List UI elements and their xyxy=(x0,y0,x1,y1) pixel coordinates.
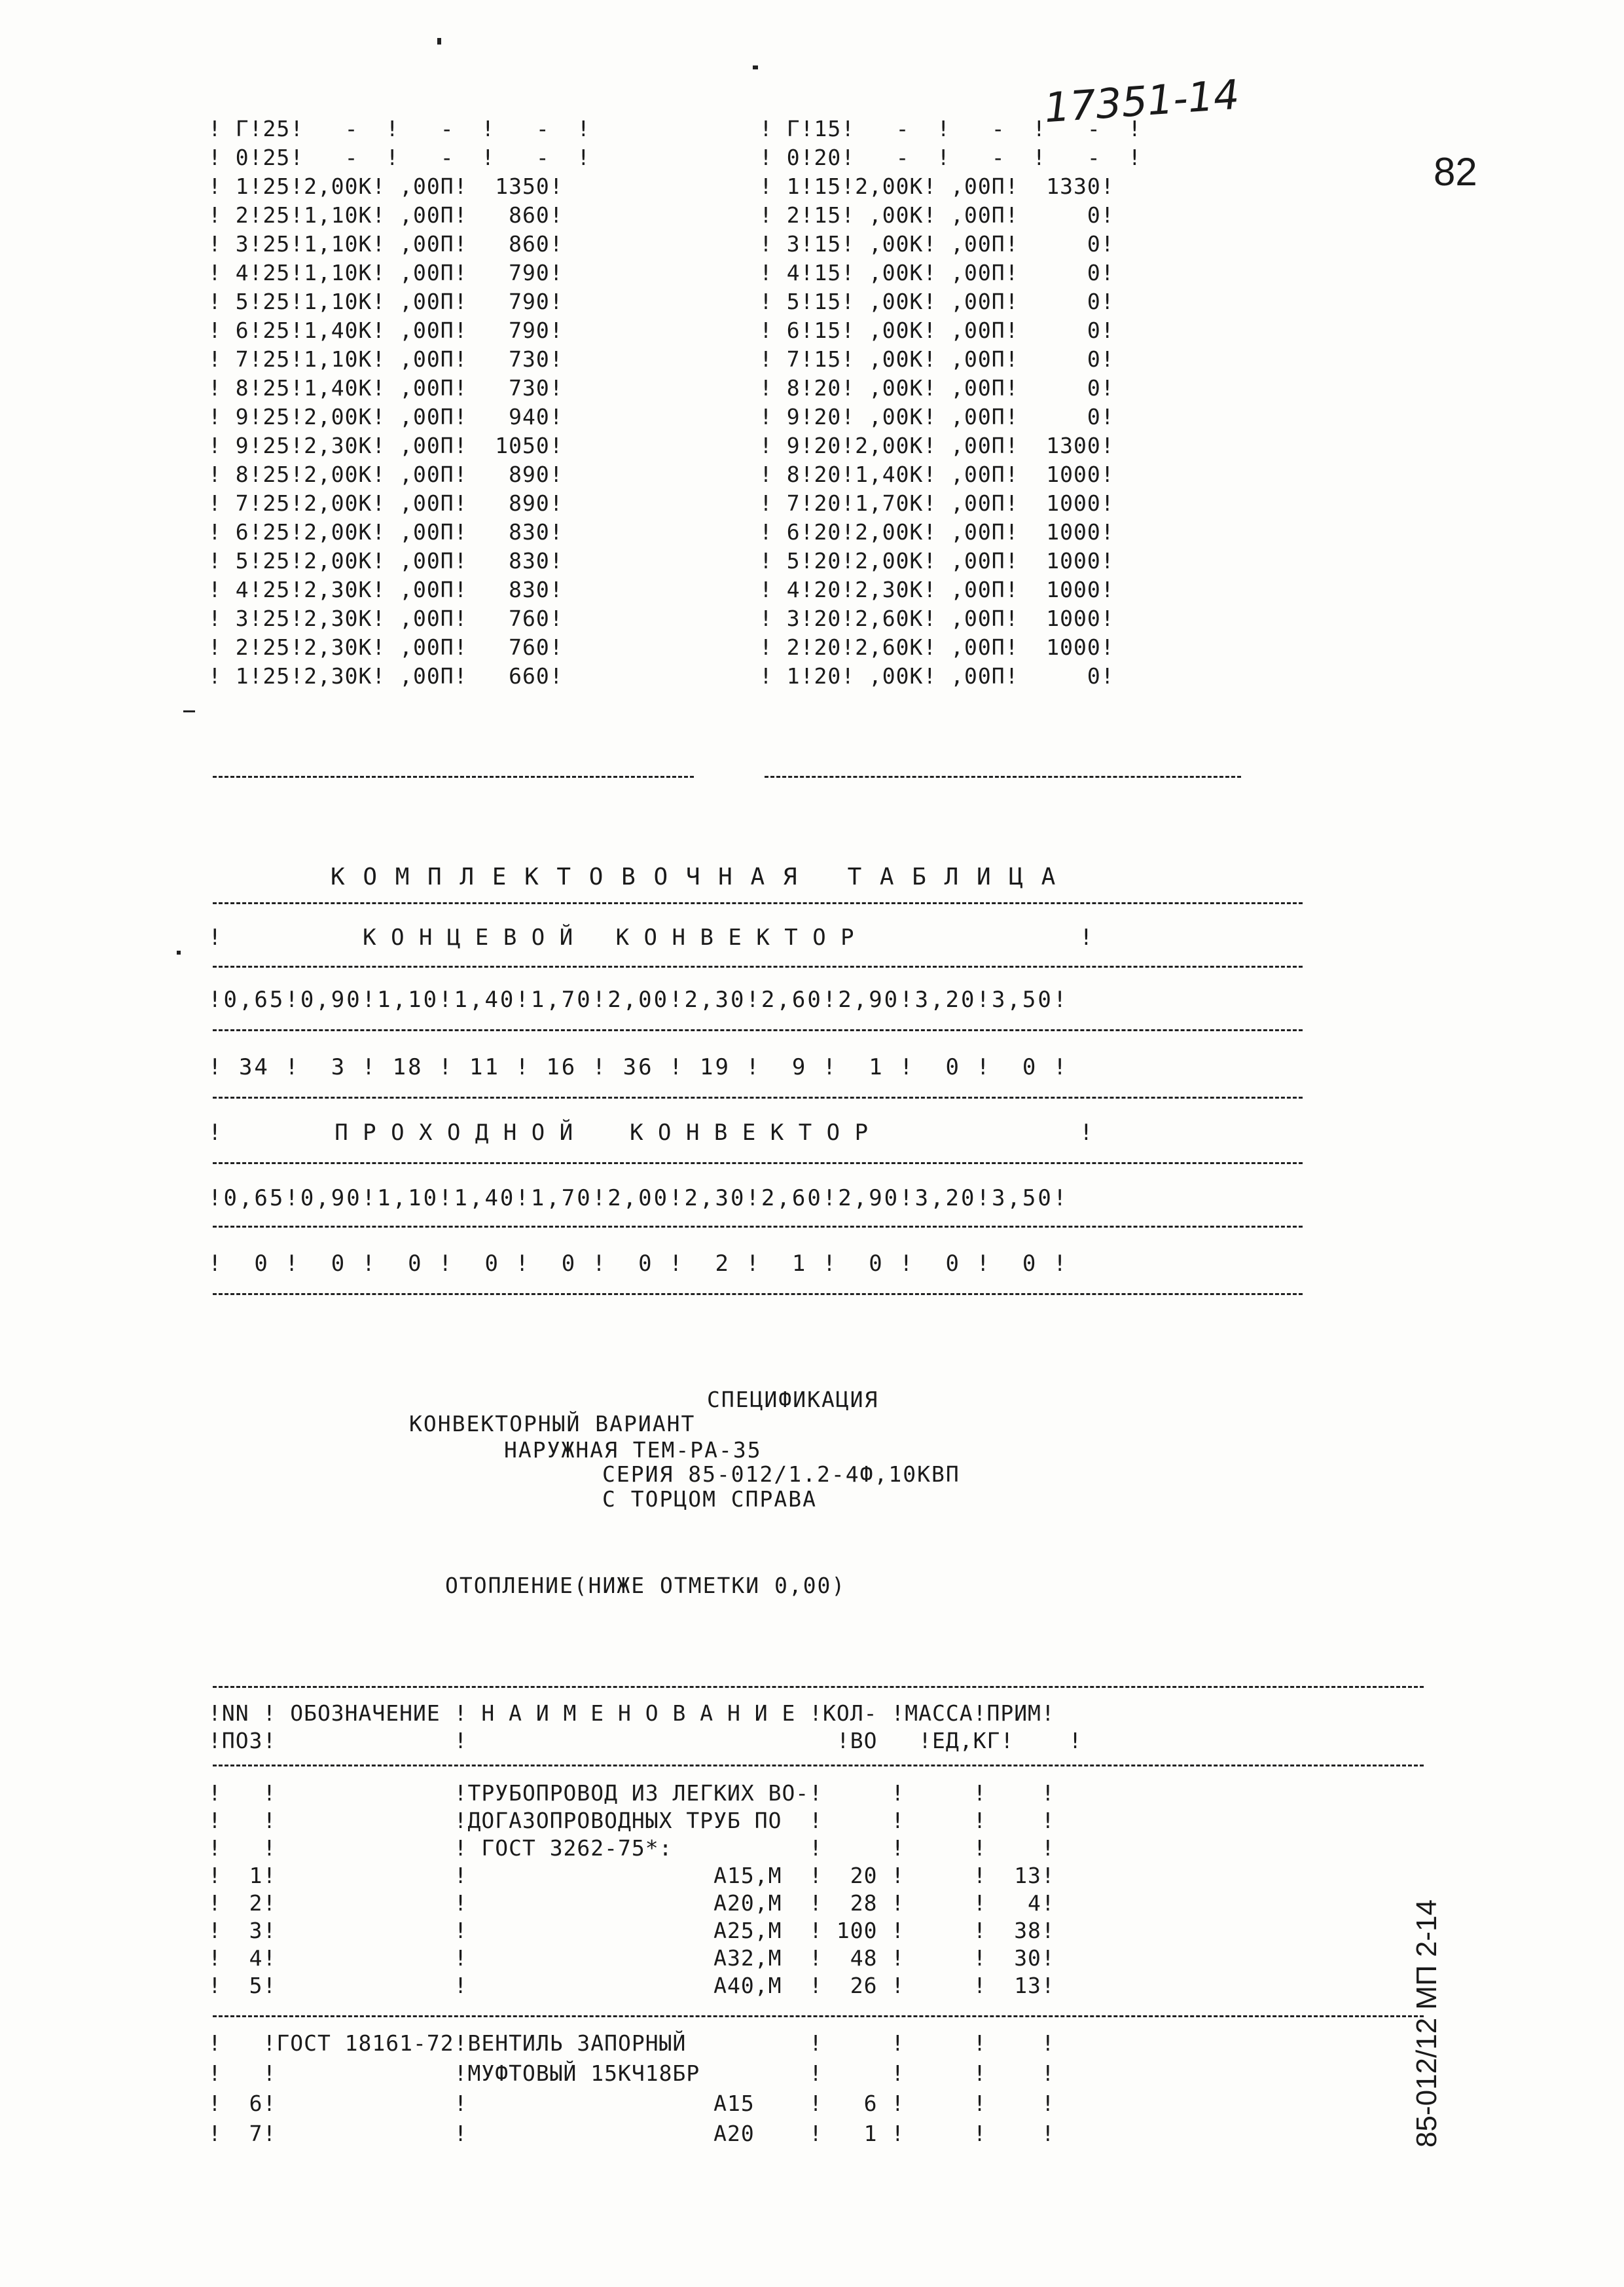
table-rule xyxy=(213,1226,1303,1228)
table-row: ! 1!20! ,00К! ,00П! 0! xyxy=(759,663,1115,689)
table-row: ! 9!20!2,00К! ,00П! 1300! xyxy=(759,433,1115,458)
table-rule xyxy=(213,902,1303,904)
table-row: ! 8!25!1,40К! ,00П! 730! xyxy=(208,375,564,401)
table-row: ! 2!15! ,00К! ,00П! 0! xyxy=(759,202,1115,228)
spec-title: СПЕЦИФИКАЦИЯ xyxy=(707,1387,879,1412)
table-row: ! 2!20!2,60К! ,00П! 1000! xyxy=(759,634,1115,660)
table-row: ! 5!15! ,00К! ,00П! 0! xyxy=(759,289,1115,314)
table-row: ! 3!25!1,10К! ,00П! 860! xyxy=(208,231,564,257)
table-row: ! 6!25!1,40К! ,00П! 790! xyxy=(208,318,564,343)
table-rule xyxy=(213,1765,1424,1766)
table-row: ! 8!20! ,00К! ,00П! 0! xyxy=(759,375,1115,401)
table-rule xyxy=(213,776,694,778)
spec-line-5: ОТОПЛЕНИЕ(НИЖЕ ОТМЕТКИ 0,00) xyxy=(445,1573,846,1598)
table-row: ! Г!25! - ! - ! - ! xyxy=(208,116,591,141)
table-row: ! 3!15! ,00К! ,00П! 0! xyxy=(759,231,1115,257)
table-row: ! 6!25!2,00К! ,00П! 830! xyxy=(208,519,564,545)
table-row: ! ! !МУФТОВЫЙ 15КЧ18БР ! ! ! ! xyxy=(208,2060,1055,2086)
table-row: ! 9!25!2,00К! ,00П! 940! xyxy=(208,404,564,430)
table-row: ! 9!20! ,00К! ,00П! 0! xyxy=(759,404,1115,430)
table-row: ! 1!25!2,00К! ,00П! 1350! xyxy=(208,174,564,199)
pass-convector-sizes: !0,65!0,90!1,10!1,40!1,70!2,00!2,30!2,60!2,90!3,20!3,50! xyxy=(208,1185,1069,1211)
table-row: ! 2!25!2,30К! ,00П! 760! xyxy=(208,634,564,660)
spec-line-2: НАРУЖНАЯ ТЕМ-РА-35 xyxy=(504,1437,762,1463)
spec-table-header-2: !ПОЗ! ! !ВО !ЕД,КГ! ! xyxy=(208,1728,1083,1753)
side-stamp: 85-012/12 МП 2-14 xyxy=(1411,1899,1443,2148)
table-row: ! 7! ! А20 ! 1 ! ! ! xyxy=(208,2121,1055,2146)
table-row: ! 6!20!2,00К! ,00П! 1000! xyxy=(759,519,1115,545)
table-row: ! 3!20!2,60К! ,00П! 1000! xyxy=(759,606,1115,631)
table-row: ! ! ! ГОСТ 3262-75*: ! ! ! ! xyxy=(208,1835,1055,1861)
end-convector-counts: ! 34 ! 3 ! 18 ! 11 ! 16 ! 36 ! 19 ! 9 ! 1 ! 0 ! 0 ! xyxy=(208,1054,1069,1080)
table-row: ! 6! ! А15 ! 6 ! ! ! xyxy=(208,2091,1055,2116)
scan-speck xyxy=(437,38,441,45)
table-row: ! 4!20!2,30К! ,00П! 1000! xyxy=(759,577,1115,602)
table-row: ! 0!20! - ! - ! - ! xyxy=(759,145,1142,170)
scan-speck xyxy=(177,951,181,955)
table-row: ! 3! ! А25,М ! 100 ! ! 38! xyxy=(208,1918,1055,1943)
table-row: ! 4!25!2,30К! ,00П! 830! xyxy=(208,577,564,602)
table-row: ! 5! ! А40,М ! 26 ! ! 13! xyxy=(208,1973,1055,1998)
spec-line-1: КОНВЕКТОРНЫЙ ВАРИАНТ xyxy=(409,1411,696,1436)
kit-table-title: К О М П Л Е К Т О В О Ч Н А Я Т А Б Л И Ц А xyxy=(331,864,1058,890)
table-row: ! 8!25!2,00К! ,00П! 890! xyxy=(208,462,564,487)
table-row: ! 3!25!2,30К! ,00П! 760! xyxy=(208,606,564,631)
spec-table-header-1: !NN ! ОБОЗНАЧЕНИЕ ! Н А И М Е Н О В А Н И Е !КОЛ- !МАССА!ПРИМ! xyxy=(208,1700,1055,1726)
table-rule xyxy=(213,1029,1303,1031)
spec-line-3: СЕРИЯ 85-012/1.2-4Ф,10КВП xyxy=(602,1461,960,1487)
table-row: ! 9!25!2,30К! ,00П! 1050! xyxy=(208,433,564,458)
table-row: ! 1!25!2,30К! ,00П! 660! xyxy=(208,663,564,689)
spec-table-group-valves xyxy=(208,2028,1055,2149)
end-convector-header: ! К О Н Ц Е В О Й К О Н В Е К Т О Р ! xyxy=(208,924,1094,951)
table-row: ! 1! ! А15,М ! 20 ! ! 13! xyxy=(208,1863,1055,1888)
table-rule xyxy=(213,1162,1303,1164)
table-row: ! 5!25!1,10К! ,00П! 790! xyxy=(208,289,564,314)
top-table-left xyxy=(208,115,590,691)
table-row: ! 6!15! ,00К! ,00П! 0! xyxy=(759,318,1115,343)
table-rule xyxy=(213,1686,1424,1688)
table-row: ! Г!15! - ! - ! - ! xyxy=(759,116,1142,141)
end-convector-sizes: !0,65!0,90!1,10!1,40!1,70!2,00!2,30!2,60!2,90!3,20!3,50! xyxy=(208,987,1069,1013)
table-rule xyxy=(213,1097,1303,1099)
top-table-right xyxy=(759,115,1142,691)
table-row: ! 8!20!1,40К! ,00П! 1000! xyxy=(759,462,1115,487)
table-rule xyxy=(765,776,1241,778)
table-row: ! 0!25! - ! - ! - ! xyxy=(208,145,591,170)
table-row: ! 2!25!1,10К! ,00П! 860! xyxy=(208,202,564,228)
scan-speck xyxy=(753,65,758,69)
table-row: ! !ГОСТ 18161-72!ВЕНТИЛЬ ЗАПОРНЫЙ ! ! ! ! xyxy=(208,2030,1055,2056)
table-row: ! ! !ДОГАЗОПРОВОДНЫХ ТРУБ ПО ! ! ! ! xyxy=(208,1808,1055,1833)
table-row: ! 7!25!2,00К! ,00П! 890! xyxy=(208,490,564,516)
table-row: ! 4! ! А32,М ! 48 ! ! 30! xyxy=(208,1945,1055,1971)
pass-convector-header: ! П Р О Х О Д Н О Й К О Н В Е К Т О Р ! xyxy=(208,1120,1094,1146)
scan-speck xyxy=(183,710,195,712)
table-row: ! 7!25!1,10К! ,00П! 730! xyxy=(208,346,564,372)
pass-convector-counts: ! 0 ! 0 ! 0 ! 0 ! 0 ! 0 ! 2 ! 1 ! 0 ! 0 ! 0 ! xyxy=(208,1251,1069,1277)
table-row: ! 1!15!2,00К! ,00П! 1330! xyxy=(759,174,1115,199)
table-row: ! 4!15! ,00К! ,00П! 0! xyxy=(759,260,1115,285)
table-row: ! 5!25!2,00К! ,00П! 830! xyxy=(208,548,564,574)
page-number: 82 xyxy=(1434,150,1477,194)
spec-line-4: С ТОРЦОМ СПРАВА xyxy=(602,1486,818,1512)
table-rule xyxy=(213,1293,1303,1295)
spec-table-group-pipes xyxy=(208,1780,1055,2000)
table-rule xyxy=(213,2015,1424,2017)
table-rule xyxy=(213,966,1303,968)
table-row: ! 2! ! А20,М ! 28 ! ! 4! xyxy=(208,1890,1055,1916)
table-row: ! 5!20!2,00К! ,00П! 1000! xyxy=(759,548,1115,574)
table-row: ! 7!20!1,70К! ,00П! 1000! xyxy=(759,490,1115,516)
table-row: ! 7!15! ,00К! ,00П! 0! xyxy=(759,346,1115,372)
table-row: ! ! !ТРУБОПРОВОД ИЗ ЛЕГКИХ ВО-! ! ! ! xyxy=(208,1780,1055,1806)
doc-number: 17351-14 xyxy=(1042,70,1241,132)
table-row: ! 4!25!1,10К! ,00П! 790! xyxy=(208,260,564,285)
